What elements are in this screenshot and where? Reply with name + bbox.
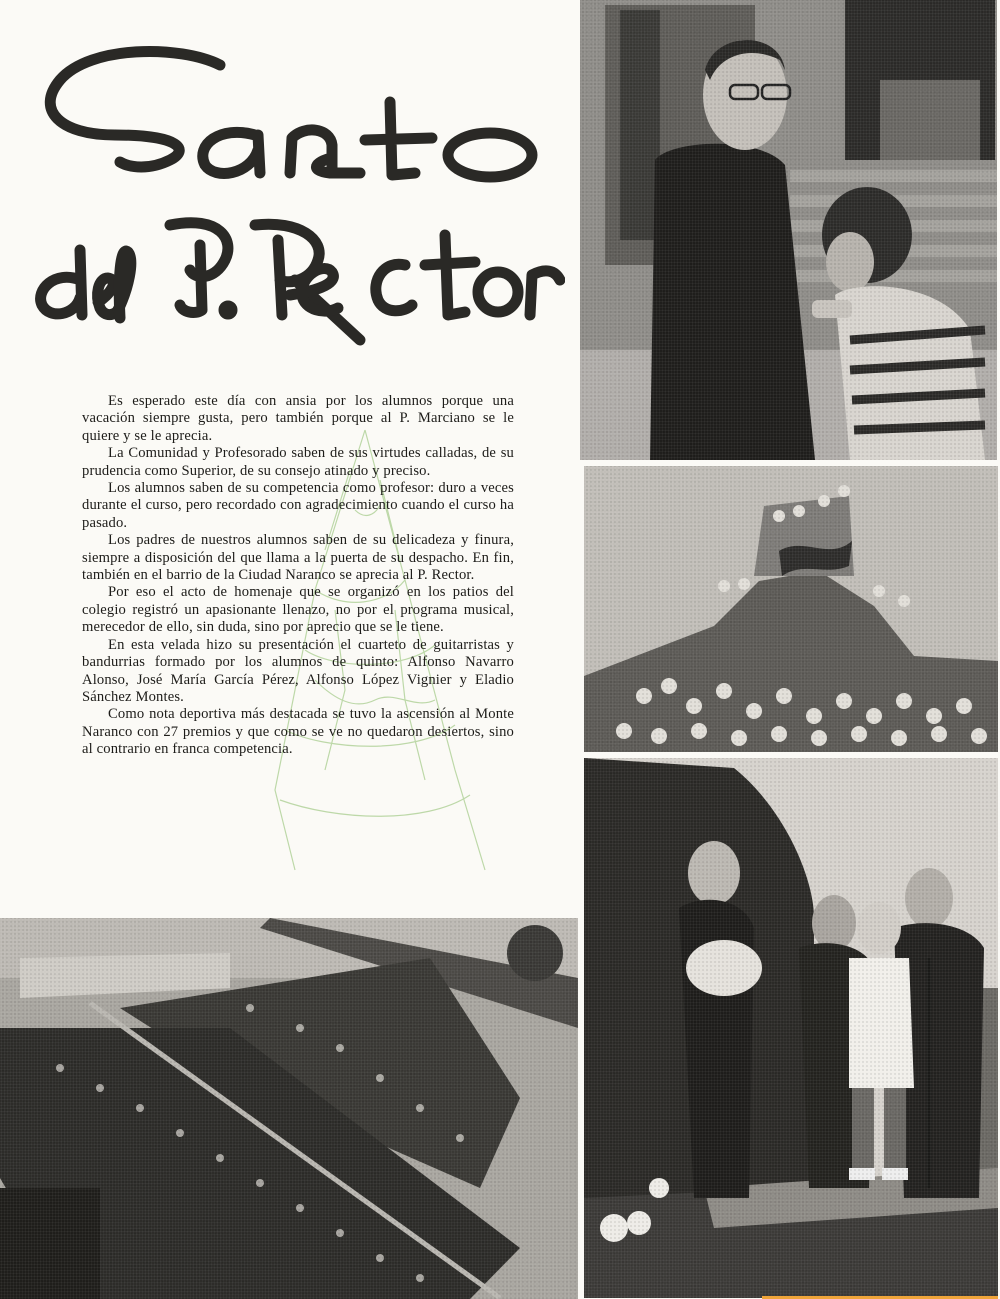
- paragraph: Es esperado este día con ansia por los alumnos porque una vacación siempre gusta, pero también porque al P. Marciano se le quiere y se le aprecia.: [82, 393, 514, 444]
- photo-image: [0, 918, 578, 1299]
- paragraph: Por eso el acto de homenaje que se organizó en los patios del colegio registró un apasionante llenazo, no por el programa musical, merecedor de ello, sin duda, sino por aprecio que se le tiene.: [82, 584, 514, 636]
- paragraph: En esta velada hizo su presentación el cuarteto de guitarristas y bandurrias formado por los alumnos de quinto: Alfonso Navarro Alonso, José María García Pérez, Alfonso López Vignier y Eladio Sánchez Montes.: [82, 636, 514, 705]
- photo-image: [584, 466, 998, 752]
- paragraph: Los padres de nuestros alumnos saben de su delicadeza y finura, siempre a disposición del que llama a la puerta de su despacho. En fin, también en el barrio de la Ciudad Naranco se aprecia al P. Rector.: [82, 532, 514, 584]
- photo-monte-naranco-group: [584, 466, 998, 752]
- photo-rector-greeting: [580, 0, 997, 460]
- photo-courtyard-audience: [0, 918, 578, 1299]
- handwritten-title-graphic: [20, 40, 565, 370]
- page-title: [20, 40, 565, 370]
- paragraph: Como nota deportiva más destacada se tuvo la ascensión al Monte Naranco con 27 premios y que como se ve no quedaron desiertos, sino al contrario en franca competencia.: [82, 706, 514, 758]
- article-body: [82, 393, 514, 759]
- paragraph: Los alumnos saben de su competencia como profesor: duro a veces durante el curso, pero recordado con agradecimiento cuando el curso ha pasado.: [82, 480, 514, 531]
- photo-guitar-quartet-stage: [584, 758, 998, 1298]
- paragraph: La Comunidad y Profesorado saben de sus virtudes calladas, de su prudencia como Superior, de su consejo atinado y preciso.: [82, 445, 514, 479]
- photo-image: [584, 758, 998, 1298]
- photo-image: [580, 0, 997, 460]
